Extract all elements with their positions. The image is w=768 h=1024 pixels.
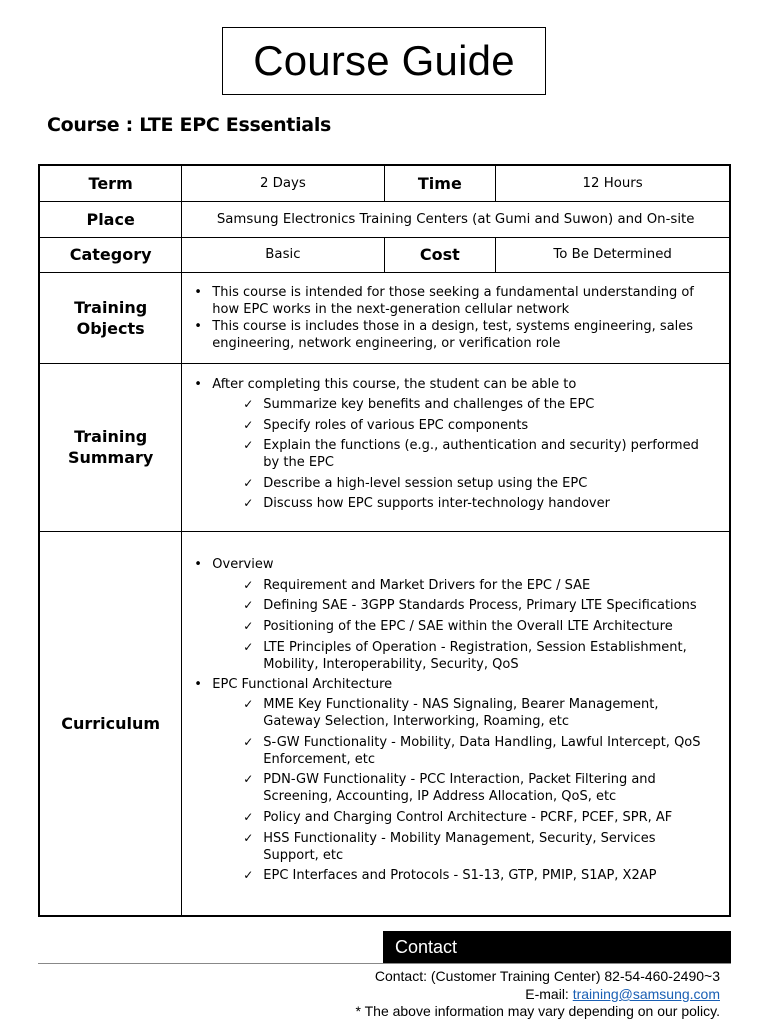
- architecture-heading: EPC Functional Architecture: [212, 676, 393, 692]
- objects-label-line-1: Training: [74, 297, 148, 317]
- architecture-item: ✓ MME Key Functionality - NAS Signaling, Bearer Management, Gateway Selection, Interworking, Roaming, etc: [243, 696, 715, 730]
- summary-item: ✓ Discuss how EPC supports inter-technology handover: [243, 495, 715, 512]
- summary-item: ✓ Specify roles of various EPC components: [243, 417, 715, 434]
- summary-item: ✓ Summarize key benefits and challenges of the EPC: [243, 396, 715, 413]
- email-link[interactable]: training@samsung.com: [572, 986, 720, 1002]
- course-table: [38, 164, 731, 917]
- email-label: E-mail:: [525, 986, 573, 1002]
- place-label: Place: [39, 201, 182, 237]
- summary-label: [39, 363, 182, 531]
- course-name: Course : LTE EPC Essentials: [47, 114, 332, 136]
- architecture-item: ✓ S-GW Functionality - Mobility, Data Handling, Lawful Intercept, QoS Enforcement, etc: [243, 734, 715, 768]
- time-label: Time: [384, 165, 496, 201]
- summary-row: [39, 363, 730, 531]
- place-value: Samsung Electronics Training Centers (at Gumi and Suwon) and On-site: [182, 201, 730, 237]
- curriculum-label: Curriculum: [39, 531, 182, 916]
- architecture-item: ✓ HSS Functionality - Mobility Management, Security, Services Support, etc: [243, 830, 715, 864]
- summary-content: [182, 363, 730, 531]
- category-row: [39, 237, 730, 272]
- summary-item: ✓ Explain the functions (e.g., authentication and security) performed by the EPC: [243, 437, 715, 471]
- page-title: Course Guide: [222, 27, 546, 95]
- cost-value: To Be Determined: [496, 237, 730, 272]
- curriculum-content: [182, 531, 730, 916]
- place-row: [39, 201, 730, 237]
- term-label: Term: [39, 165, 182, 201]
- summary-item: ✓ Describe a high-level session setup using the EPC: [243, 475, 715, 492]
- term-row: [39, 165, 730, 201]
- contact-phone: Contact: (Customer Training Center) 82-54-460-2490~3: [374, 968, 720, 984]
- curriculum-section: [192, 556, 715, 672]
- term-value: 2 Days: [182, 165, 384, 201]
- summary-label-line-2: Summary: [67, 448, 154, 467]
- overview-heading: Overview: [212, 557, 274, 573]
- policy-note: * The above information may vary depending on our policy.: [355, 1003, 720, 1019]
- category-value: Basic: [182, 237, 384, 272]
- architecture-item: ✓ Policy and Charging Control Architecture - PCRF, PCEF, SPR, AF: [243, 809, 715, 826]
- overview-item: ✓ Positioning of the EPC / SAE within the Overall LTE Architecture: [243, 618, 715, 635]
- summary-intro-text: After completing this course, the student can be able to: [212, 376, 577, 392]
- summary-intro: [192, 376, 715, 513]
- contact-heading: Contact: [383, 931, 731, 964]
- overview-item: ✓ LTE Principles of Operation - Registration, Session Establishment, Mobility, Interoperability, Security, QoS: [243, 639, 715, 673]
- architecture-item: ✓ PDN-GW Functionality - PCC Interaction, Packet Filtering and Screening, Accounting, IP Address Allocation, QoS, etc: [243, 771, 715, 805]
- architecture-item: ✓ EPC Interfaces and Protocols - S1-13, GTP, PMIP, S1AP, X2AP: [243, 867, 715, 884]
- objects-content: [182, 272, 730, 363]
- category-label: Category: [39, 237, 182, 272]
- contact-email-line: [525, 986, 720, 1002]
- summary-label-line-1: Training: [74, 427, 148, 446]
- curriculum-section: [192, 676, 715, 885]
- divider: [38, 963, 731, 964]
- time-value: 12 Hours: [496, 165, 730, 201]
- overview-item: ✓ Defining SAE - 3GPP Standards Process, Primary LTE Specifications: [243, 597, 715, 614]
- objects-item: • This course is intended for those seeking a fundamental understanding of how EPC works in the next-generation cellular network: [192, 284, 717, 318]
- overview-item: ✓ Requirement and Market Drivers for the EPC / SAE: [243, 577, 715, 594]
- curriculum-row: [39, 531, 730, 916]
- objects-label: [39, 272, 182, 363]
- objects-item: • This course is includes those in a design, test, systems engineering, sales engineering, network engineering, or verification role: [192, 318, 717, 352]
- objects-label-line-2: Objects: [76, 318, 145, 338]
- objects-row: [39, 272, 730, 363]
- cost-label: Cost: [384, 237, 496, 272]
